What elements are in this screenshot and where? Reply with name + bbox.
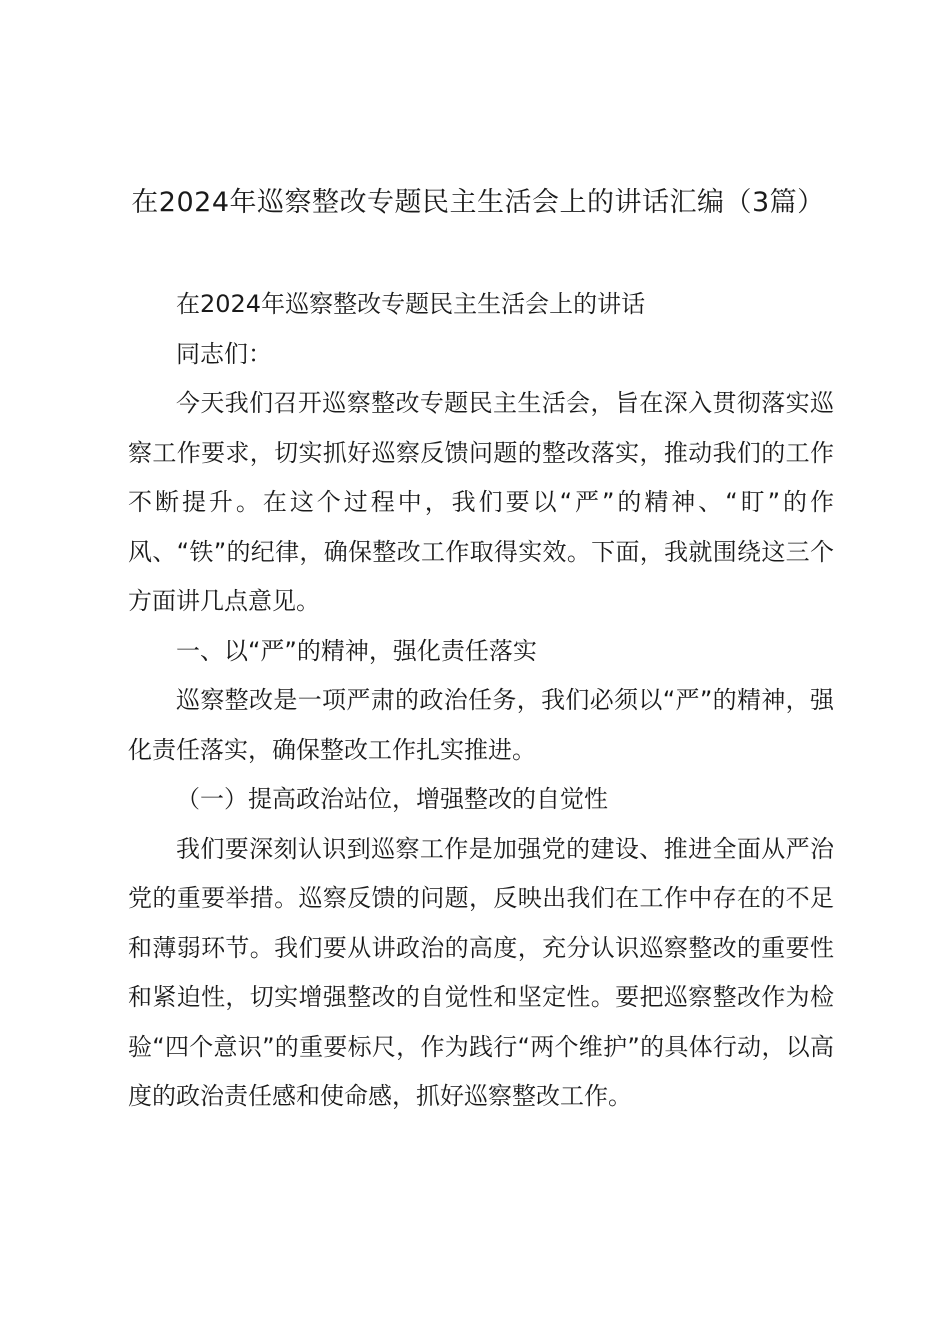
speech-subtitle: 在2024年巡察整改专题民主生活会上的讲话 xyxy=(176,290,646,318)
intro-paragraph: 今天我们召开巡察整改专题民主生活会，旨在深入贯彻落实巡察工作要求，切实抓好巡察反馈问题的整改落实，推动我们的工作不断提升。在这个过程中，我们要以“严”的精神、“盯”的作风、“铁”的纪律，确保整改工作取得实效。下面，我就围绕这三个方面讲几点意见。 xyxy=(128,389,834,615)
document-body xyxy=(128,280,834,1122)
section-heading-1: 一、以“严”的精神，强化责任落实 xyxy=(176,636,537,665)
document-title: 在2024年巡察整改专题民主生活会上的讲话汇编（3篇） xyxy=(131,187,825,218)
section-1-paragraph: 巡察整改是一项严肃的政治任务，我们必须以“严”的精神，强化责任落实，确保整改工作扎实推进。 xyxy=(128,686,834,764)
subsection-1-paragraph: 我们要深刻认识到巡察工作是加强党的建设、推进全面从严治党的重要举措。巡察反馈的问题，反映出我们在工作中存在的不足和薄弱环节。我们要从讲政治的高度，充分认识巡察整改的重要性和紧迫性，切实增强整改的自觉性和坚定性。要把巡察整改作为检验“四个意识”的重要标尺，作为践行“两个维护”的具体行动，以高度的政治责任感和使命感，抓好巡察整改工作。 xyxy=(128,834,834,1110)
subsection-heading-1: （一）提高政治站位，增强整改的自觉性 xyxy=(176,785,608,813)
salutation: 同志们： xyxy=(176,339,272,368)
